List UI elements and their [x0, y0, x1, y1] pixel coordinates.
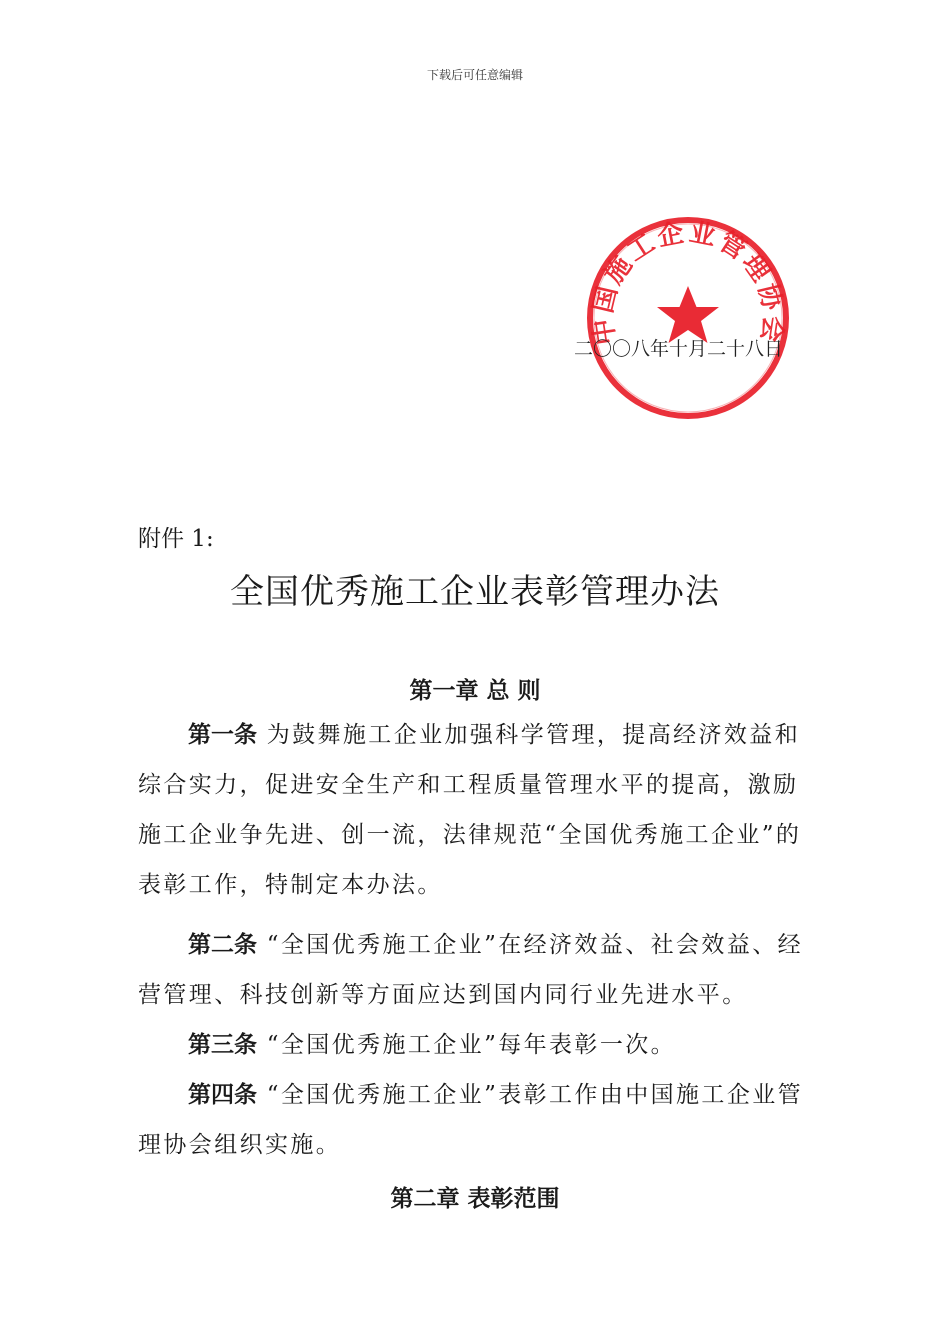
- document-title: 全国优秀施工企业表彰管理办法: [230, 572, 720, 612]
- header-note: 下载后可任意编辑: [426, 68, 523, 82]
- article-text: “全国优秀施工企业”每年表彰一次。: [257, 1032, 677, 1058]
- article-label: 第三条: [188, 1032, 257, 1058]
- article-text: 为鼓舞施工企业加强科学管理，提高经济效益和综合实力，促进安全生产和工程质量管理水平的提高，激励施工企业争先进、创一流，法律规范“全国优秀施工企业”的表彰工作，特制定本办法。: [138, 722, 802, 898]
- article-text: “全国优秀施工企业”在经济效益、社会效益、经营管理、科技创新等方面应达到国内同行业先进水平。: [138, 932, 804, 1008]
- article-3: [138, 1020, 814, 1070]
- seal-text: 中国施工企业管理协会: [587, 217, 789, 347]
- article-label: 第一条: [188, 722, 257, 748]
- chapter-heading-2: 第二章 表彰范围: [390, 1186, 560, 1212]
- article-label: 第四条: [188, 1082, 257, 1108]
- article-1: [138, 710, 814, 910]
- article-2: [138, 920, 814, 1020]
- chapter-heading-1: 第一章 总 则: [409, 678, 541, 704]
- article-4: [138, 1070, 814, 1170]
- attachment-label: 附件 1:: [138, 526, 214, 552]
- article-label: 第二条: [188, 932, 257, 958]
- official-seal: [586, 216, 790, 420]
- article-text: “全国优秀施工企业”表彰工作由中国施工企业管理协会组织实施。: [138, 1082, 804, 1158]
- issue-date: 二〇〇八年十月二十八日: [574, 338, 784, 360]
